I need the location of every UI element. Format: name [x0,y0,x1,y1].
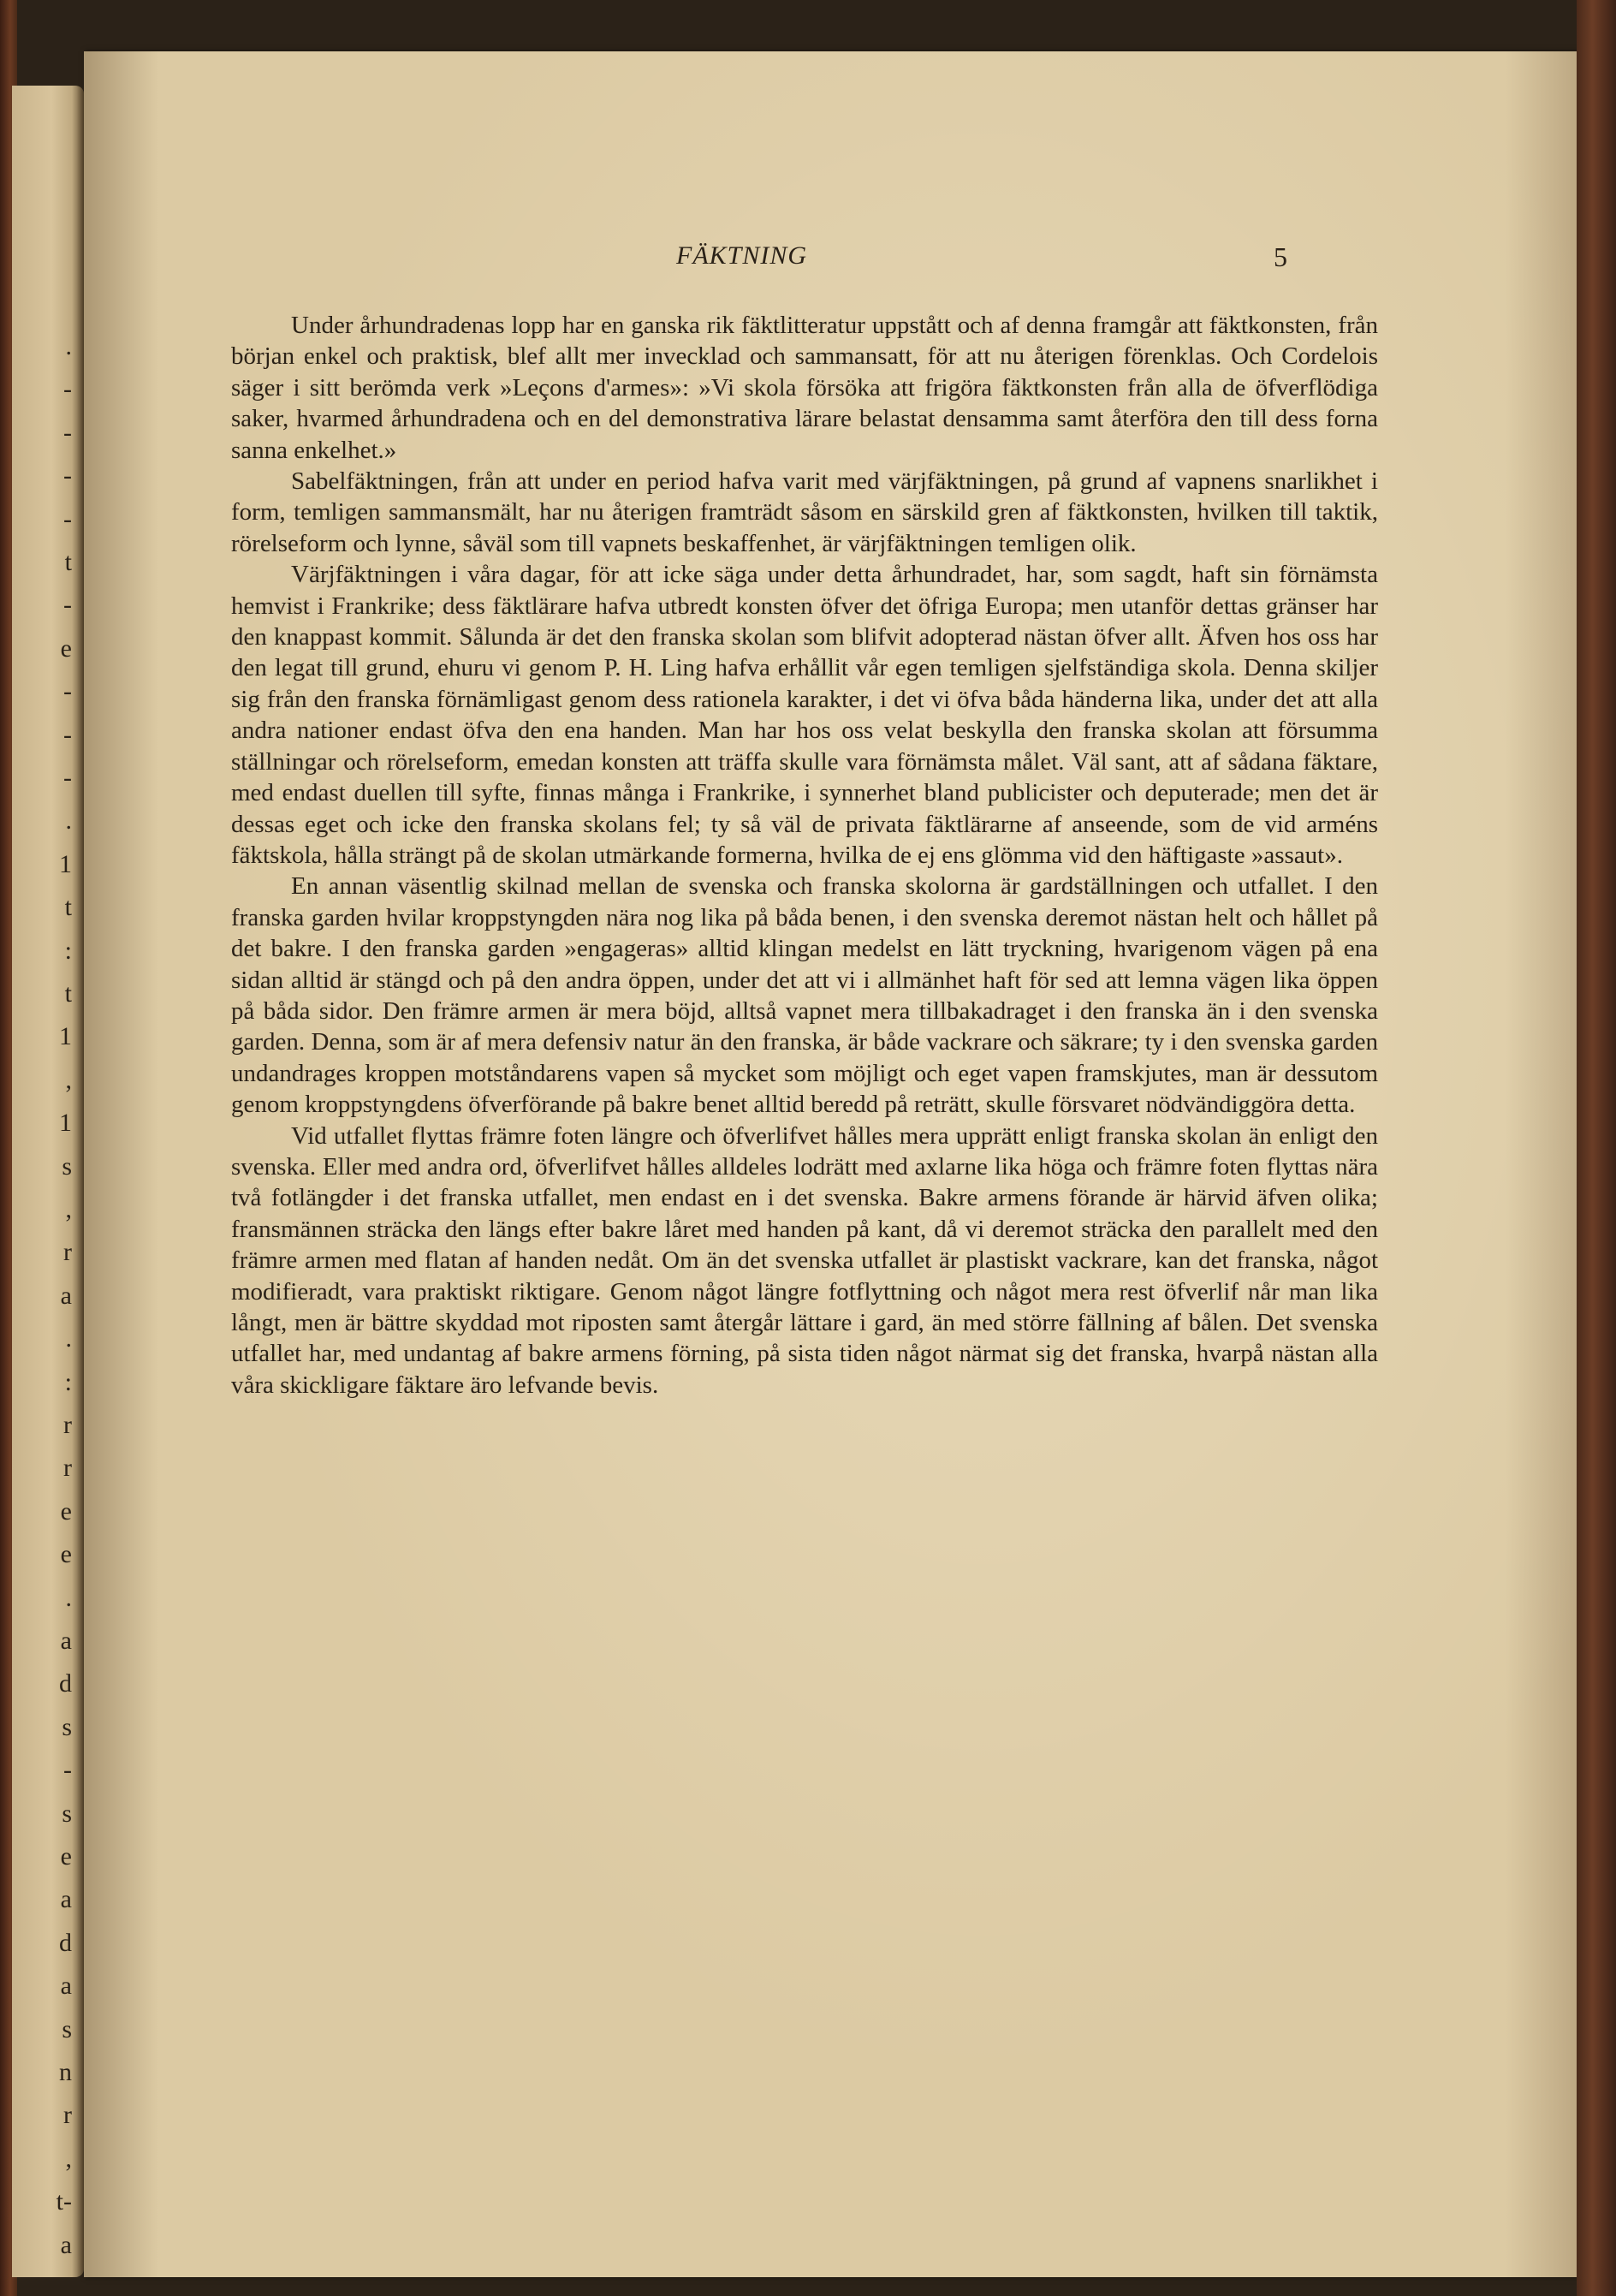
left-page-fragment: - [63,375,72,404]
left-page-fragment: e [60,1842,72,1871]
left-page-fragment: d [59,1928,72,1957]
left-page-fragment: e [60,1540,72,1569]
left-page-fragment: - [63,418,72,447]
left-page-fragment: . [65,806,72,836]
page-number: 5 [1274,241,1287,272]
left-page-fragment: . [65,1583,72,1612]
left-page-edge [12,86,84,2277]
left-page-fragment: n [59,2058,72,2086]
left-page-fragment: s [62,1151,72,1181]
left-page-fragment: . [65,332,72,360]
book-cover-edge [1577,0,1616,2296]
left-page-fragment: a [60,1281,72,1310]
left-page-fragment: d [59,1669,72,1698]
left-page-fragment: t [64,893,72,922]
body-text [231,310,1378,1401]
left-page-fragment: - [63,720,72,749]
left-page-fragment: s [62,1712,72,1741]
running-head [84,241,1580,276]
paragraph: Under århundradenas lopp har en ganska rik fäktlitteratur uppstått och af denna framgår att fäktkonsten, från början enkel och praktisk, blef allt mer invecklad och sammansatt, för att nu återigen förenklas. Och Cordelois säger i sitt berömda verk »Leçons d'armes»: »Vi skola försöka att frigöra fäktkonsten från alla de öfverflödiga saker, hvarmed århundradena och en del demonstrativa lärare belastat densamma samt återföra den till dess forna sanna enkelhet.» [231,312,1378,464]
left-page-fragment: , [65,1195,72,1223]
paragraph: Värjfäktningen i våra dagar, för att icke säga under detta århundradet, har, som sagdt, haft sin förnämsta hemvist i Frankrike; dess fäktlärare hafva utbredt konsten öfver det öfriga Europa; men utanför dettas gränser har den knappast kommit. Sålunda är det den franska skolan som blifvit adopterad nästan öfver allt. Äfven hos oss har den legat till grund, ehuru vi genom P. H. Ling hafva erhållit vår egen temligen sjelfständiga skola. Denna skiljer sig från den franska förnämligast genom dess rationela karakter, i det vi öfva båda händerna lika, under det att alla andra nationer endast öfva den ena handen. Man har hos oss velat beskylla den franska skolan att försumma ställningar och rörelseform, emedan konsten att träffa skulle vara förnämsta målet. Väl sant, att af sådana fäktare, med endast duellen till syfte, finnas många i Frankrike, i synnerhet bland publicister och deputerade; men det är dessas eget och icke den franska skolans fel; ty så väl de privata fäktlärarne af anseende, som de vid arméns fäktskola, hålla strängt på de skolan utmärkande formerna, hvilka de ej ens glömma vid den häftigaste »assaut». [231,561,1378,869]
left-page-fragment: a [60,1972,72,2001]
left-page-fragment: : [64,1367,72,1396]
left-page-fragment: r [63,1411,72,1439]
left-page-fragment: - [63,461,72,491]
paragraph: Vid utfallet flyttas främre foten längre och öfverlifvet hålles mera upprätt enligt franska skolan än enligt den svenska. Eller med andra ord, öfverlifvet hålles alldeles lodrätt med axlarne lika höga och främre foten flyttas nära två fotlängder i det franska utfallet, men endast en i det svenska. Bakre armens förande är härvid äfven olika; fransmännen sträcka den längs efter bakre låret med handen på kant, då vi deremot sträcka den parallelt med den främre armen med flatan af handen nedåt. Om än det svenska utfallet är plastiskt vackrare, kan det franska, något modifieradt, vara praktiskt riktigare. Genom något längre fotflyttning och något mera rest öfverlif når man lika långt, men är bättre skyddad mot riposten samt återgår lättare i gard, än med större fällning af bålen. Det svenska utfallet har, med undantag af bakre armens förning, på sista tiden något närmat sig det franska, hvarpå nästan alla våra skickligare fäktare äro lefvande bevis. [231,1121,1378,1399]
left-page-fragment: r [63,2101,72,2130]
left-page-fragment: t- [56,2187,72,2216]
left-page-fragment: t [64,548,72,576]
left-page-fragment: s [62,1799,72,1828]
left-page-fragment: , [65,2144,72,2173]
left-page-fragment: a [60,1627,72,1655]
left-page-fragment: - [63,504,72,533]
left-page-fragment: e [60,633,72,663]
left-page-fragment: , [65,1065,72,1094]
left-page-fragment: - [63,591,72,620]
left-page-fragment: . [65,1324,72,1353]
left-page-fragment: - [63,1756,72,1785]
left-page-fragment: a [60,1885,72,1914]
left-page-fragment: r [63,1454,72,1483]
paragraph: En annan väsentlig skilnad mellan de svenska och franska skolorna är gardställningen och utfallet. I den franska garden hvilar kroppstyngden nära nog lika på båda benen, i den svenska deremot nästan helt och hållet på det bakre. I den franska garden »engageras» alltid klingan medelst en lätt tryckning, hvarigenom vägen på ena sidan alltid är stängd och på den andra öppen, under det att vi i allmänhet haft för sed att lemna vägen lika öppen på båda sidor. Den främre armen är mera böjd, alltså vapnet mera tillbakadraget i den franska än i den svenska garden. Denna, som är af mera defensiv natur än den franska, är både vackrare och säkrare; ty i den svenska garden undandrages kroppen motståndarens vapen så mycket som möjligt och eget vapen framskjutes, man är dessutom genom kroppstyngdens öfverförande på bakre benet alltid beredd på reträtt, skulle försvaret nödvändiggöra detta. [231,872,1378,1119]
running-head-title: FÄKTNING [676,241,808,270]
left-page-fragment: - [63,677,72,706]
left-page-fragment: t [64,979,72,1008]
paragraph: Sabelfäktningen, från att under en period hafva varit med värjfäktningen, på grund af vapnens snarlikhet i form, temligen sammansmält, har nu återigen framträdt såsom en särskild gren af fäktkonsten, hvilken till taktik, rörelseform och lynne, såväl som till vapnets beskaffenhet, är värjfäktningen temligen olik. [231,467,1378,557]
left-page-fragment: - [63,764,72,792]
book-page [84,51,1580,2277]
left-page-fragment: 1 [59,849,72,878]
left-page-fragment: e [60,1496,72,1526]
left-page-fragment: r [63,1238,72,1267]
left-page-fragment: 1 [59,1022,72,1051]
left-page-fragment: s [62,2014,72,2043]
left-page-fragment: a [60,2230,72,2259]
page-gutter-shadow [72,86,84,2277]
left-page-fragment: : [64,936,72,965]
left-page-fragment: 1 [59,1109,72,1138]
